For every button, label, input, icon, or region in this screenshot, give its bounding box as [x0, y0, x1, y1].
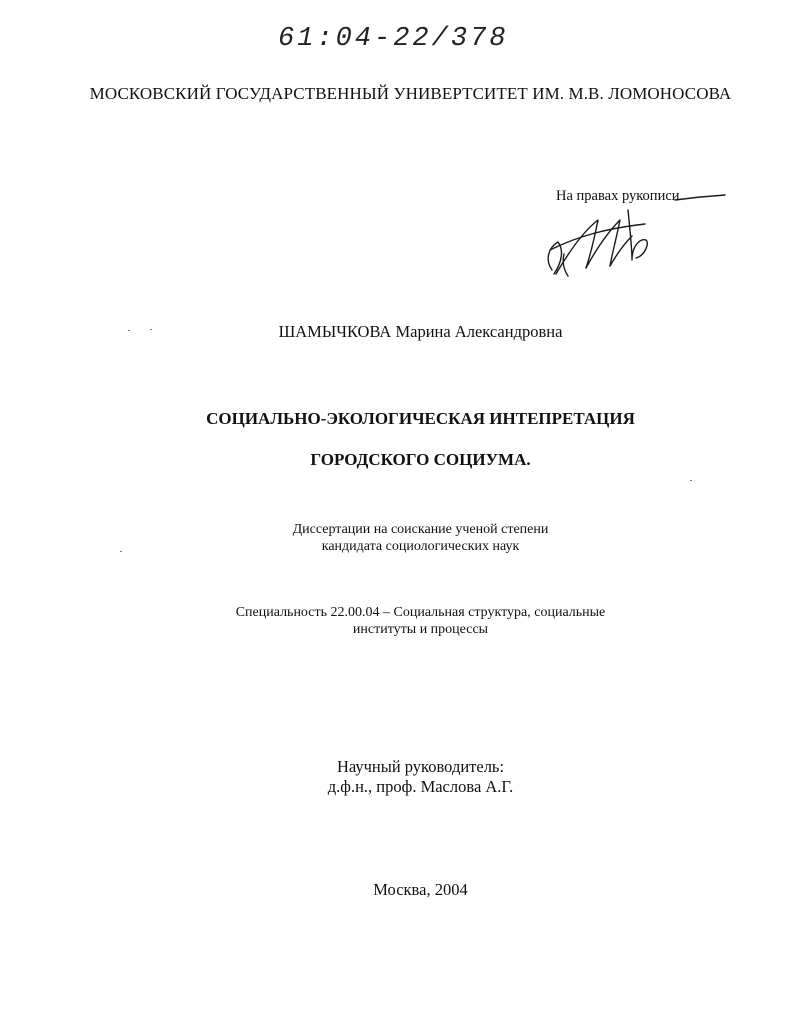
manuscript-rights-note: На правах рукописи [556, 188, 680, 204]
catalog-number: 61:04-22/378 [278, 24, 509, 54]
author-name: ШАМЫЧКОВА Марина Александровна [278, 322, 563, 341]
speciality-line-2: институты и процессы [352, 622, 489, 637]
degree-statement-line-2: кандидата социологических наук [321, 539, 520, 554]
city-year: Москва, 2004 [373, 880, 468, 899]
degree-statement-line-1: Диссертации на соискание ученой степени [292, 522, 549, 537]
scan-speck [120, 551, 122, 552]
scan-speck [690, 480, 692, 481]
speciality-line-1: Специальность 22.00.04 – Социальная структура, социальные [235, 605, 606, 620]
university-name: МОСКОВСКИЙ ГОСУДАРСТВЕННЫЙ УНИВЕРТСИТЕТ ИМ. М.В. ЛОМОНОСОВА [89, 84, 732, 103]
dissertation-title-line-2: ГОРОДСКОГО СОЦИУМА. [310, 450, 531, 469]
supervisor-label: Научный руководитель: [336, 757, 505, 776]
scan-speck [150, 329, 152, 330]
scan-speck [128, 330, 130, 331]
dissertation-title-line-1: СОЦИАЛЬНО-ЭКОЛОГИЧЕСКАЯ ИНТЕПРЕТАЦИЯ [206, 409, 635, 428]
author-signature [540, 190, 730, 285]
supervisor-name: д.ф.н., проф. Маслова А.Г. [327, 777, 514, 796]
